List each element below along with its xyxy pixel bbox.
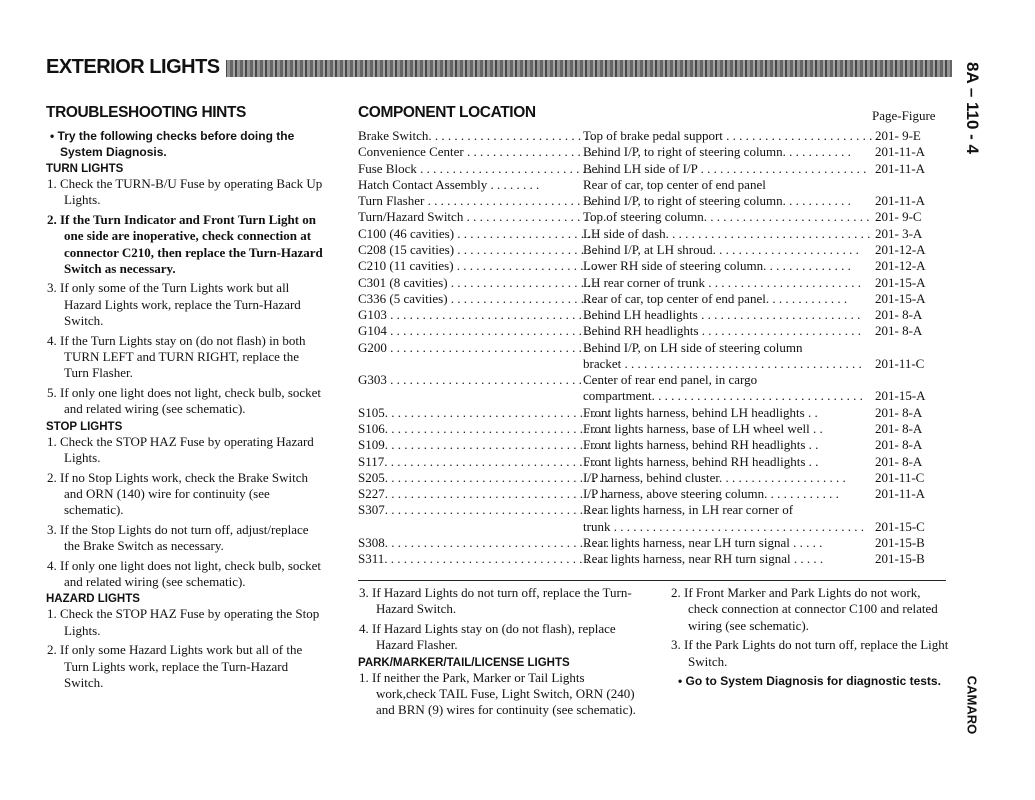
park-lights-heading: PARK/MARKER/TAIL/LICENSE LIGHTS (358, 656, 570, 669)
page-figure: 201- 3-A (875, 225, 923, 241)
page-figure: 201-11-A (875, 193, 926, 209)
component-name: G200 . . . . . . . . . . . . . . . . . . . . . . . . . . . . . . . . . . (358, 339, 608, 355)
page-figure: 201- 8-A (875, 307, 923, 323)
page-figure: 201-15-A (875, 290, 926, 306)
page-figure: 201- 9-E (875, 128, 921, 143)
page-figure: 201-15-B (875, 535, 925, 550)
component-name: S117. . . . . . . . . . . . . . . . . . . . . . . . . . . . . . . . . . . (358, 453, 609, 469)
stop-item: 2. If no Stop Lights work, check the Brake Switch and ORN (140) wire for continuity (see schematic). (47, 469, 309, 518)
component-location: I/P harness, behind cluster. . . . . . . . . . . . . . . . . . . . (583, 469, 846, 485)
final-bullet: • Go to System Diagnosis for diagnostic tests. (678, 674, 941, 689)
turn-item: 4. If the Turn Lights stay on (do not flash) in both TURN LEFT and TURN RIGHT, replace the Turn Flasher. (47, 332, 306, 381)
component-location: Behind I/P, on LH side of steering column (583, 339, 803, 355)
component-location: Lower RH side of steering column. . . . . . . . . . . . . . (583, 258, 851, 274)
component-location: Behind I/P, at LH shroud. . . . . . . . . . . . . . . . . . . . . . . (583, 241, 859, 257)
component-name: C208 (15 cavities) . . . . . . . . . . . . . . . . . . . . . . (358, 241, 598, 257)
component-name: S227. . . . . . . . . . . . . . . . . . . . . . . . . . . . . . . . . . . (358, 486, 609, 502)
component-location-heading: COMPONENT LOCATION (358, 104, 536, 121)
component-location: compartment. . . . . . . . . . . . . . . . . . . . . . . . . . . . . . . . . (583, 388, 863, 404)
component-location: Rear lights harness, near RH turn signal . . . . . (583, 551, 824, 567)
page-figure: 201- 9-C (875, 209, 922, 225)
hazard-lights-heading: HAZARD LIGHTS (46, 593, 140, 606)
component-location: Top of steering column. . . . . . . . . . . . . . . . . . . . . . . . . . (583, 209, 870, 225)
park-item: 3. If the Park Lights do not turn off, replace the Light Switch. (671, 637, 949, 669)
page-figure: 201-15-A (875, 388, 926, 404)
page-figure: 201-11-A (875, 144, 926, 160)
troubleshooting-section (46, 104, 326, 694)
hazard-item: 2. If only some Hazard Lights work but all of the Turn Lights work, replace the Turn-Hazard Switch. (47, 642, 303, 690)
page-figure: 201-12-A (875, 241, 926, 257)
page-figure: 201- 8-A (875, 404, 923, 420)
component-name: S106. . . . . . . . . . . . . . . . . . . . . . . . . . . . . . . . . . . (358, 421, 609, 437)
lower-middle-column (358, 585, 638, 722)
page-number-label (960, 60, 984, 155)
component-name: C210 (11 cavities) . . . . . . . . . . . . . . . . . . . . . . (358, 258, 597, 274)
troubleshooting-heading: TROUBLESHOOTING HINTS (46, 104, 246, 121)
component-location: Rear lights harness, near LH turn signal . . . . . (583, 535, 823, 550)
component-name: S105. . . . . . . . . . . . . . . . . . . . . . . . . . . . . . . . . . . (358, 404, 609, 420)
model-label (960, 672, 984, 738)
component-location: Center of rear end panel, in cargo (583, 372, 758, 388)
component-name: S205. . . . . . . . . . . . . . . . . . . . . . . . . . . . . . . . . . . (358, 469, 609, 485)
section-divider (358, 580, 946, 581)
page-figure: 201-11-C (875, 469, 925, 485)
page-figure-header: Page-Figure (872, 108, 936, 123)
component-name: G104 . . . . . . . . . . . . . . . . . . . . . . . . . . . . . . . . . . (358, 323, 608, 339)
park-item: 1. If neither the Park, Marker or Tail Lights work,check TAIL Fuse, Light Switch, ORN (240) and BRN (9) wires for continuity (see schematic). (359, 669, 636, 718)
turn-item: 1. Check the TURN-B/U Fuse by operating Back Up Lights. (47, 176, 323, 208)
intro-bullet: • Try the following checks before doing the System Diagnosis. (50, 129, 295, 159)
page-figure: 201-15-A (875, 274, 926, 290)
component-location: Rear lights harness, in LH rear corner of (583, 502, 794, 518)
turn-item: 2. If the Turn Indicator and Front Turn Light on one side are inoperative, check connection at connector C210, then replace the Turn-Hazard Switch as necessary. (47, 211, 323, 277)
component-location: Behind RH headlights . . . . . . . . . . . . . . . . . . . . . . . . . (583, 323, 862, 339)
page-figure: 201-12-A (875, 258, 926, 274)
component-name: G303 . . . . . . . . . . . . . . . . . . . . . . . . . . . . . . . . . . (358, 372, 608, 388)
page-figure: 201- 8-A (875, 437, 923, 453)
component-location: Front lights harness, behind LH headlights . . (583, 404, 818, 420)
model-text: CAMARO (964, 675, 980, 735)
component-name: Convenience Center . . . . . . . . . . . . . . . . . . . . . . (358, 144, 607, 160)
page-figure: 201- 8-A (875, 323, 923, 339)
turn-item: 3. If only some of the Turn Lights work but all Hazard Lights work, replace the Turn-Hazard Switch. (47, 280, 301, 329)
component-name: S311. . . . . . . . . . . . . . . . . . . . . . . . . . . . . . . . . . . (358, 551, 609, 567)
stop-lights-heading: STOP LIGHTS (46, 420, 123, 433)
page-figure: 201-11-A (875, 486, 926, 502)
component-location: I/P harness, above steering column. . . . . . . . . . . . (583, 486, 839, 502)
park-item: 2. If Front Marker and Park Lights do not work, check connection at connector C100 and related wiring (see schematic). (671, 585, 938, 633)
component-location: Top of brake pedal support . . . . . . . . . . . . . . . . . . . . . . . . (583, 128, 879, 143)
component-location: Front lights harness, base of LH wheel well . . (583, 421, 823, 437)
component-name: Turn/Hazard Switch . . . . . . . . . . . . . . . . . . . . . . (358, 209, 607, 225)
component-name: C301 (8 cavities) . . . . . . . . . . . . . . . . . . . . . . . (358, 274, 598, 290)
component-location: Rear of car, top center of end panel (583, 176, 766, 192)
component-location: bracket . . . . . . . . . . . . . . . . . . . . . . . . . . . . . . . . . . . . . (583, 355, 862, 371)
stop-item: 4. If only one light does not light, check bulb, socket and related wiring (see schematic). (47, 557, 322, 589)
hazard-item: 3. If Hazard Lights do not turn off, replace the Turn-Hazard Switch. (359, 585, 632, 617)
component-name: Brake Switch. . . . . . . . . . . . . . . . . . . . . . . . . . (358, 128, 595, 143)
hazard-item: 1. Check the STOP HAZ Fuse by operating the Stop Lights. (47, 606, 320, 638)
component-location: LH side of dash. . . . . . . . . . . . . . . . . . . . . . . . . . . . . . . . (583, 225, 871, 241)
component-location: Behind I/P, to right of steering column. . . . . . . . . . . (583, 144, 851, 160)
page-number-text: 8A – 110 - 4 (963, 61, 982, 154)
component-location: trunk . . . . . . . . . . . . . . . . . . . . . . . . . . . . . . . . . . . . . . . (583, 518, 864, 534)
component-name: C100 (46 cavities) . . . . . . . . . . . . . . . . . . . . . . (358, 225, 598, 241)
component-name: S109. . . . . . . . . . . . . . . . . . . . . . . . . . . . . . . . . . . (358, 437, 609, 453)
stop-item: 1. Check the STOP HAZ Fuse by operating Hazard Lights. (47, 433, 314, 466)
component-name: Turn Flasher . . . . . . . . . . . . . . . . . . . . . . . . . . . (358, 193, 600, 209)
intro-text: Try the following checks before doing the System Diagnosis. (57, 129, 295, 159)
page-figure: 201-15-B (875, 551, 925, 567)
component-name: S308. . . . . . . . . . . . . . . . . . . . . . . . . . . . . . . . . . . (358, 535, 609, 550)
component-location: Behind LH side of I/P . . . . . . . . . . . . . . . . . . . . . . . . . . (583, 160, 867, 176)
page-title: EXTERIOR LIGHTS (46, 56, 226, 79)
stop-item: 3. If the Stop Lights do not turn off, adjust/replace the Brake Switch as necessary. (47, 521, 309, 554)
component-name: S307. . . . . . . . . . . . . . . . . . . . . . . . . . . . . . . . . . . (358, 502, 609, 518)
page-figure: 201- 8-A (875, 421, 923, 437)
component-location: Front lights harness, behind RH headlights . . (583, 437, 819, 453)
component-name: C336 (5 cavities) . . . . . . . . . . . . . . . . . . . . . . . (358, 290, 598, 306)
component-name: Fuse Block . . . . . . . . . . . . . . . . . . . . . . . . . . . . (358, 160, 599, 176)
final-bullet-text: Go to System Diagnosis for diagnostic tests. (685, 674, 941, 689)
page-figure: 201- 8-A (875, 453, 923, 469)
page-figure: 201-11-C (875, 355, 925, 371)
page-figure: 201-15-C (875, 518, 925, 534)
page-figure: 201-11-A (875, 160, 926, 176)
component-name: G103 . . . . . . . . . . . . . . . . . . . . . . . . . . . . . . . . . . (358, 307, 608, 323)
hazard-item: 4. If Hazard Lights stay on (do not flash), replace Hazard Flasher. (359, 620, 616, 653)
turn-lights-heading: TURN LIGHTS (46, 163, 124, 175)
lower-right-column (670, 585, 952, 692)
component-location: Behind I/P, to right of steering column. . . . . . . . . . . (583, 193, 851, 209)
component-location: Behind LH headlights . . . . . . . . . . . . . . . . . . . . . . . . . (583, 307, 861, 323)
component-location: Front lights harness, behind RH headlights . . (583, 453, 819, 469)
turn-item: 5. If only one light does not light, check bulb, socket and related wiring (see schematic). (47, 384, 322, 417)
component-location: Rear of car, top center of end panel. . . . . . . . . . . . . (583, 290, 848, 306)
header-rule (200, 60, 952, 77)
component-location: LH rear corner of trunk . . . . . . . . . . . . . . . . . . . . . . . . (583, 274, 861, 290)
component-name: Hatch Contact Assembly . . . . . . . . (358, 176, 540, 192)
